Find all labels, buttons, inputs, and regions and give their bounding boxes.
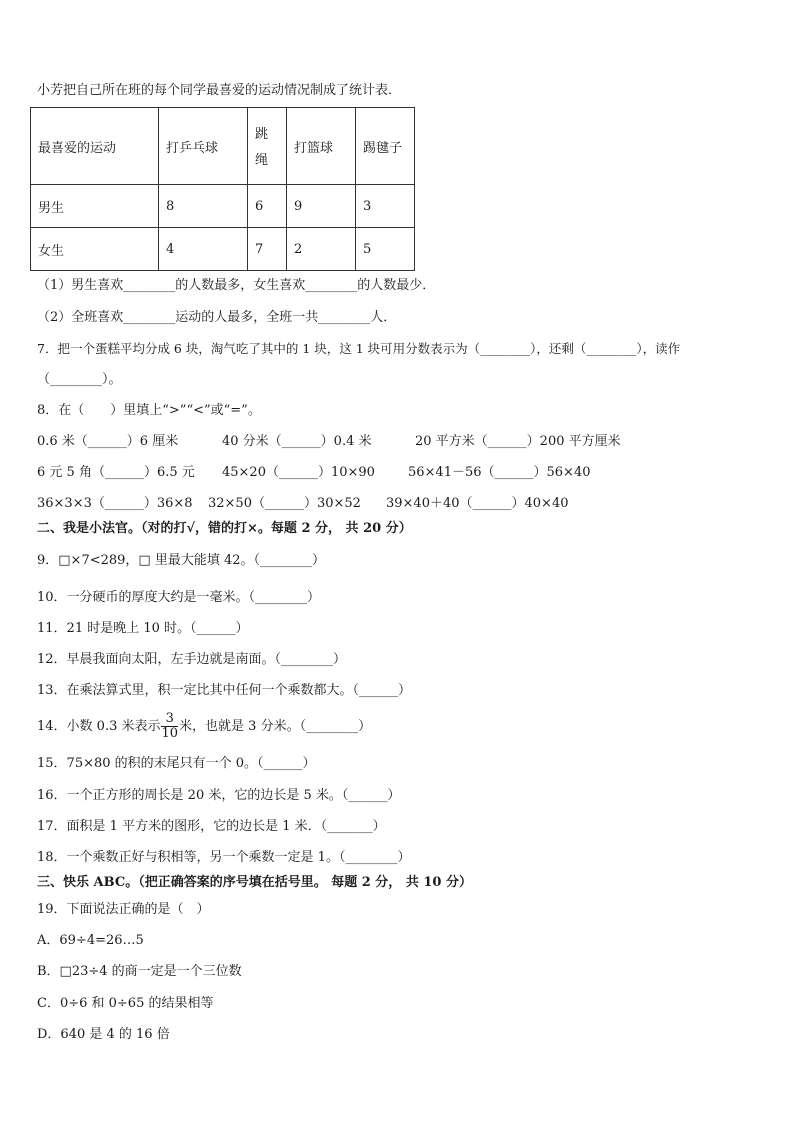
q17: 17．面积是 1 平方米的图形，它的边长是 1 米．（_______） xyxy=(37,819,386,834)
table-header-cell: 打乒乓球 xyxy=(159,108,248,185)
table-header-cell: 最喜爱的运动 xyxy=(31,108,159,185)
q19-option-b: B．□23÷4 的商一定是一个三位数 xyxy=(37,964,242,979)
table-header-cell: 踢毽子 xyxy=(356,108,415,185)
sports-stats-table xyxy=(30,107,415,271)
q18: 18．一个乘数正好与积相等，另一个乘数一定是 1。（________） xyxy=(37,850,411,865)
table-header-cell: 跳绳 xyxy=(248,108,287,185)
q10: 10．一分硬币的厚度大约是一毫米。（________） xyxy=(37,590,321,605)
q8-item: 56×41－56（______）56×40 xyxy=(408,465,591,480)
q9: 9．□×7<289，□ 里最大能填 42。（________） xyxy=(37,553,326,568)
table-cell: 8 xyxy=(159,185,248,228)
q16: 16．一个正方形的周长是 20 米，它的边长是 5 米。（______） xyxy=(37,788,401,803)
q8-item: 36×3×3（______）36×8 xyxy=(37,496,193,511)
section-heading-2: 二、我是小法官。（对的打√，错的打×。每题 2 分， 共 20 分） xyxy=(37,521,412,536)
table-cell: 4 xyxy=(159,228,248,271)
table-cell: 女生 xyxy=(31,228,159,271)
q7-line1: 7．把一个蛋糕平均分成 6 块，淘气吃了其中的 1 块，这 1 块可用分数表示为（________），还剩（________），读作 xyxy=(37,341,681,356)
fraction-denominator: 10 xyxy=(161,726,179,741)
q8-item: 39×40＋40（______）40×40 xyxy=(386,496,569,511)
q8-item: 45×20（______）10×90 xyxy=(222,465,375,480)
fraction xyxy=(161,712,178,741)
q14-text-before: 14．小数 0.3 米表示 xyxy=(37,719,161,734)
q14-text-after: 米，也就是 3 分米。（________） xyxy=(179,719,372,734)
q11: 11．21 时是晚上 10 时。（______） xyxy=(37,621,249,636)
table-row xyxy=(31,185,415,228)
q8-title: 8．在（ ）里填上“>”“<”或“=”。 xyxy=(37,403,261,418)
q8-item: 0.6 米（______）6 厘米 xyxy=(37,434,179,449)
q6-part1: （1）男生喜欢________的人数最多，女生喜欢________的人数最少． xyxy=(37,278,436,293)
q8-item: 6 元 5 角（______）6.5 元 xyxy=(37,465,195,480)
q15: 15．75×80 的积的末尾只有一个 0。（______） xyxy=(37,756,316,771)
table-row xyxy=(31,228,415,271)
q7-line2: （________）。 xyxy=(37,372,122,387)
q14 xyxy=(37,710,371,744)
q19-option-d: D．640 是 4 的 16 倍 xyxy=(37,1027,170,1042)
q13: 13．在乘法算式里，积一定比其中任何一个乘数都大。（______） xyxy=(37,683,412,698)
table-cell: 9 xyxy=(287,185,356,228)
q19-stem: 19．下面说法正确的是（ ） xyxy=(37,902,210,917)
q6-part2: （2）全班喜欢________运动的人最多，全班一共________人． xyxy=(37,310,397,325)
table-header-cell: 打篮球 xyxy=(287,108,356,185)
q19-option-a: A．69÷4=26…5 xyxy=(37,933,144,948)
q8-item: 32×50（______）30×52 xyxy=(208,496,361,511)
table-cell: 3 xyxy=(356,185,415,228)
q8-item: 20 平方米（______）200 平方厘米 xyxy=(415,434,621,449)
q8-item: 40 分米（______）0.4 米 xyxy=(222,434,372,449)
section-heading-3: 三、快乐 ABC。（把正确答案的序号填在括号里。 每题 2 分， 共 10 分） xyxy=(37,875,472,890)
table-cell: 5 xyxy=(356,228,415,271)
table-header-row xyxy=(31,108,415,185)
q12: 12．早晨我面向太阳，左手边就是南面。（________） xyxy=(37,652,347,667)
table-cell: 男生 xyxy=(31,185,159,228)
intro-text: 小芳把自己所在班的每个同学最喜爱的运动情况制成了统计表． xyxy=(37,83,402,98)
q19-option-c: C．0÷6 和 0÷65 的结果相等 xyxy=(37,996,214,1011)
table-cell: 7 xyxy=(248,228,287,271)
table-cell: 2 xyxy=(287,228,356,271)
fraction-numerator: 3 xyxy=(161,712,178,727)
table-cell: 6 xyxy=(248,185,287,228)
